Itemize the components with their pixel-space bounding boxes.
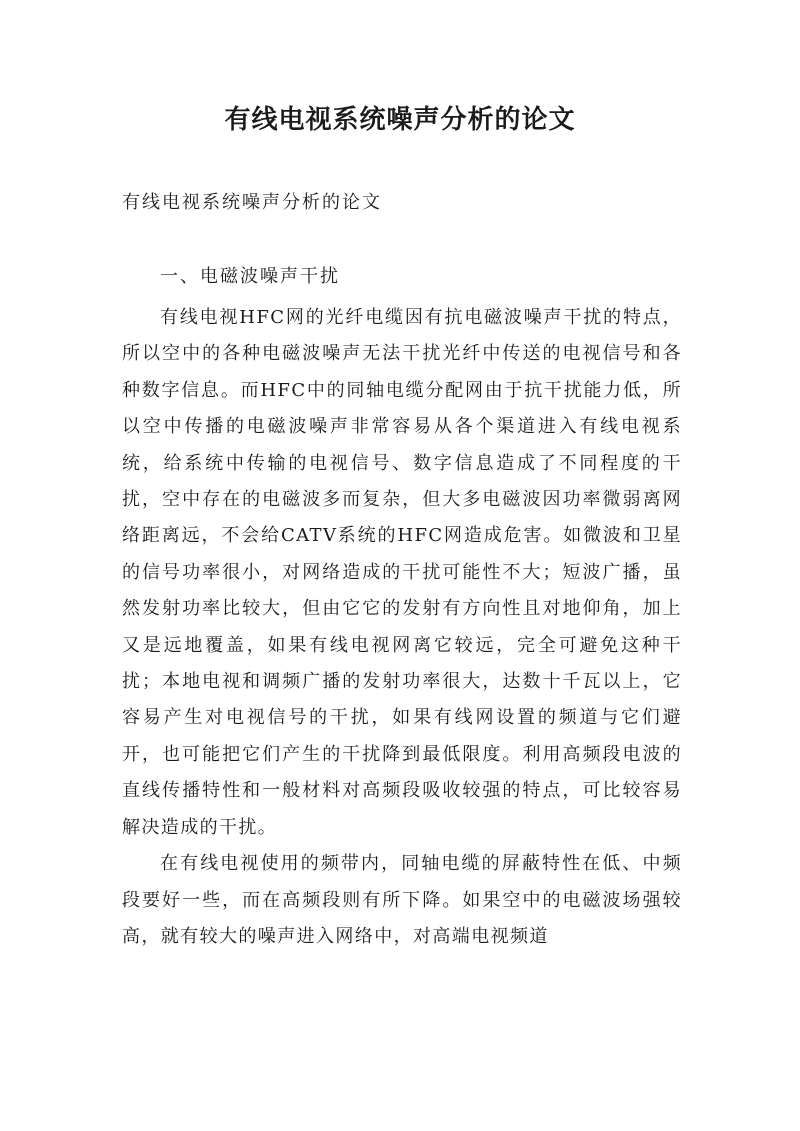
document-body <box>122 300 682 955</box>
document-subtitle: 有线电视系统噪声分析的论文 <box>122 192 382 213</box>
paragraph-1: 有线电视HFC网的光纤电缆因有抗电磁波噪声干扰的特点，所以空中的各种电磁波噪声无法干扰光纤中传送的电视信号和各种数字信息。而HFC中的同轴电缆分配网由于抗干扰能力低，所以空中传播的电磁波噪声非常容易从各个渠道进入有线电视系统，给系统中传输的电视信号、数字信息造成了不同程度的干扰，空中存在的电磁波多而复杂，但大多电磁波因功率微弱离网络距离远，不会给CATV系统的HFC网造成危害。如微波和卫星的信号功率很小，对网络造成的干扰可能性不大；短波广播，虽然发射功率比较大，但由它它的发射有方向性且对地仰角，加上又是远地覆盖，如果有线电视网离它较远，完全可避免这种干扰；本地电视和调频广播的发射功率很大，达数十千瓦以上，它容易产生对电视信号的干扰，如果有线网设置的频道与它们避开，也可能把它们产生的干扰降到最低限度。利用高频段电波的直线传播特性和一般材料对高频段吸收较强的特点，可比较容易解决造成的干扰。 <box>122 307 682 838</box>
paragraph-2: 在有线电视使用的频带内，同轴电缆的屏蔽特性在低、中频段要好一些，而在高频段则有所下降。如果空中的电磁波场强较高，就有较大的噪声进入网络中，对高端电视频道 <box>122 853 682 947</box>
section-heading: 一、电磁波噪声干扰 <box>160 266 340 287</box>
document-title: 有线电视系统噪声分析的论文 <box>224 105 576 135</box>
